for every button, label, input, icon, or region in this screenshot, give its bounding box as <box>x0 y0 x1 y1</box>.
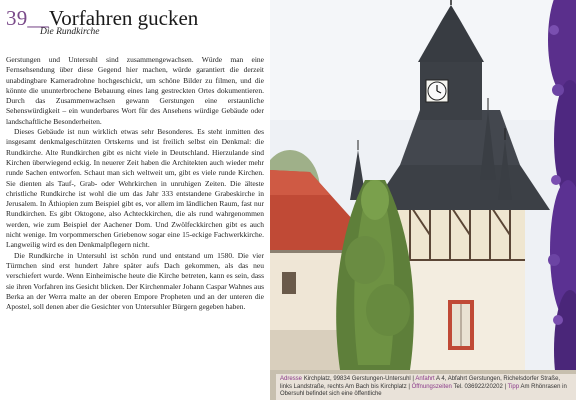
clock-icon <box>428 82 446 100</box>
caption-adresse: Kirchplatz, 99834 Gerstungen-Untersuhl <box>303 376 411 382</box>
paragraph-1: Gerstungen und Untersuhl sind zusammengewachsen. Würde man eine Fernsehsendung über diese Gegend hier machen, würde garantiert die derzeit unabdingbare Kameradrohne hochgeschickt, um schöne Bilder zu filmen, und die könnte die ununterbrochene Bebauung eines lang gestreckten Ortes dokumentieren. Durch das Zusammenwachsen gewann Gerstungen eine erstaunliche Sehenswürdigkeit – ein wunderbares Wort für des Ansehens würdige Gebäude oder landschaftliche Besonderheiten. <box>6 55 264 126</box>
caption-anfahrt: A 4, Abfahrt Gerstungen, Richelsdorfer Straße, links Landstraße, rechts Am Bach bis Kirchplatz <box>280 376 561 390</box>
caption-tel: Tel. 036922/20202 <box>453 383 503 390</box>
chapter-subtitle: Die Rundkirche <box>40 27 100 37</box>
caption-separator: | <box>412 376 414 382</box>
caption-tipp-label: Tipp <box>507 383 520 390</box>
chapter-number: 39 <box>6 6 28 30</box>
caption-oeffnung-label: Öffnungszeiten <box>411 383 452 390</box>
caption-separator: | <box>504 383 507 390</box>
caption-adresse-label: Adresse <box>280 376 303 382</box>
paragraph-3: Die Rundkirche in Untersuhl ist schön rund und entstand um 1580. Die vier Türmchen sind erst hundert Jahre später aufs Dach gekommen, als das neu verschiefert wurde. Wenn Einheimische heute die Kirche betreten, kann es sein, dass sie ihren Vorfahren ins Gesicht blicken. Der Kirchenmaler Johann Caspar Wahnes aus Berka an der Werra malte an der oberen Empore Propheten und an der unteren die Apostel, soll denen aber die Gesichter von Untersuhler Bürgern gegeben haben. <box>6 250 264 312</box>
chapter-separator: __ <box>27 6 49 30</box>
paragraph-2: Dieses Gebäude ist nun wirklich etwas sehr Besonderes. Es steht inmitten des insgesamt denkmalgeschützten Ortskerns und ist freilich selbst ein Denkmal: die Rundkirche. Alte Rundkirchen gibt es nicht viele in Deutschland. Hierzulande sind Kirchen überwiegend eckig. In neuerer Zeit haben die Architekten auch wieder mehr runde Sachen entworfen. Schaut man sich weltweit um, gibt es viele runde Kirchen. Sie dienten als Tauf-, Grab- oder Wehrkirchen in unruhigen Zeiten. Die älteste christliche Rundkirche ist wohl die um das Jahr 333 entstandene Grabeskirche in Jerusalem. In Äthiopien zum Beispiel gibt es, vor allem im ländlichen Raum, fast nur Rundkirchen. Es gibt Oktogone, also Achteckkirchen, die als rund wahrgenommen werden, wie zum Beispiel der Aachener Dom. Und Zwölfeckkirchen gibt es auch nicht wenige. Im vorpommerschen Griebenow sogar eine 15-eckige Fachwerkkirche. Langweilig wird es den Denkmalpflegern nicht. <box>6 127 264 250</box>
caption-anfahrt-label: Anfahrt <box>415 376 435 382</box>
photo-page <box>270 0 576 400</box>
text-page <box>0 0 270 400</box>
body-text <box>6 55 264 312</box>
chapter-title: Vorfahren gucken <box>48 6 199 30</box>
caption-separator: | <box>408 383 410 390</box>
caption-tipp: Am Rhönrasen in Obersuhl befindet sich eine öffentliche <box>280 383 567 398</box>
chapter-header <box>6 6 198 31</box>
info-caption <box>276 374 576 400</box>
church-photo <box>270 0 576 400</box>
